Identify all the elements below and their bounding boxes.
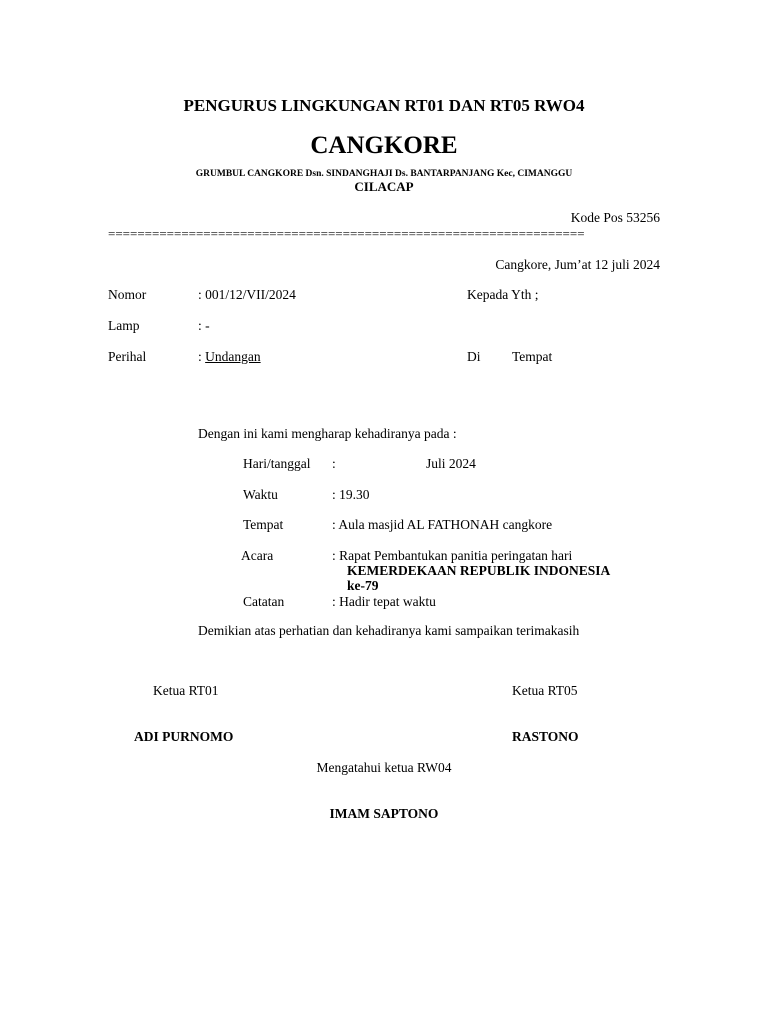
hari-colon: : [332, 456, 336, 471]
right-signatory-name: RASTONO [512, 729, 579, 744]
place-date: Cangkore, Jum’at 12 juli 2024 [495, 257, 660, 272]
opening-sentence: Dengan ini kami mengharap kehadiranya pada : [198, 426, 457, 441]
waktu-value: : 19.30 [332, 487, 370, 502]
separator-rule: ================================================================= [108, 226, 585, 241]
acara-highlight: KEMERDEKAAN REPUBLIK INDONESIA [347, 563, 611, 578]
hari-value: Juli 2024 [426, 456, 476, 471]
acara-anniversary: ke-79 [347, 578, 379, 593]
acara-value: : Rapat Pembantukan panitia peringatan hari [332, 548, 573, 563]
lamp-value: : - [198, 318, 210, 333]
recipient-label: Kepada Yth ; [467, 287, 539, 302]
regency-line: CILACAP [354, 179, 414, 194]
waktu-label: Waktu [243, 487, 278, 502]
left-signatory-title: Ketua RT01 [153, 683, 219, 698]
perihal-label: Perihal [108, 349, 147, 364]
perihal-subject: Undangan [205, 349, 261, 364]
organization-heading: PENGURUS LINGKUNGAN RT01 DAN RT05 RWO4 [183, 96, 585, 115]
acara-label: Acara [241, 548, 274, 563]
tempat-destination: Tempat [512, 349, 553, 364]
catatan-label: Catatan [243, 594, 285, 609]
nomor-label: Nomor [108, 287, 147, 302]
right-signatory-title: Ketua RT05 [512, 683, 578, 698]
catatan-value: : Hadir tepat waktu [332, 594, 436, 609]
hari-label: Hari/tanggal [243, 456, 311, 471]
closing-sentence: Demikian atas perhatian dan kehadiranya kami sampaikan terimakasih [198, 623, 580, 638]
nomor-value: : 001/12/VII/2024 [198, 287, 296, 302]
tempat-label: Tempat [243, 517, 284, 532]
address-line: GRUMBUL CANGKORE Dsn. SINDANGHAJI Ds. BANTARPANJANG Kec, CIMANGGU [195, 169, 573, 179]
perihal-colon: : [198, 349, 206, 364]
lamp-label: Lamp [108, 318, 140, 333]
acknowledgement-title: Mengatahui ketua RW04 [316, 760, 452, 775]
acknowledgement-name: IMAM SAPTONO [329, 806, 439, 821]
left-signatory-name: ADI PURNOMO [134, 729, 234, 744]
village-title: CANGKORE [310, 132, 458, 159]
tempat-value: : Aula masjid AL FATHONAH cangkore [332, 517, 553, 532]
perihal-value [198, 349, 261, 365]
di-label: Di [467, 349, 481, 364]
postal-code: Kode Pos 53256 [570, 210, 660, 225]
